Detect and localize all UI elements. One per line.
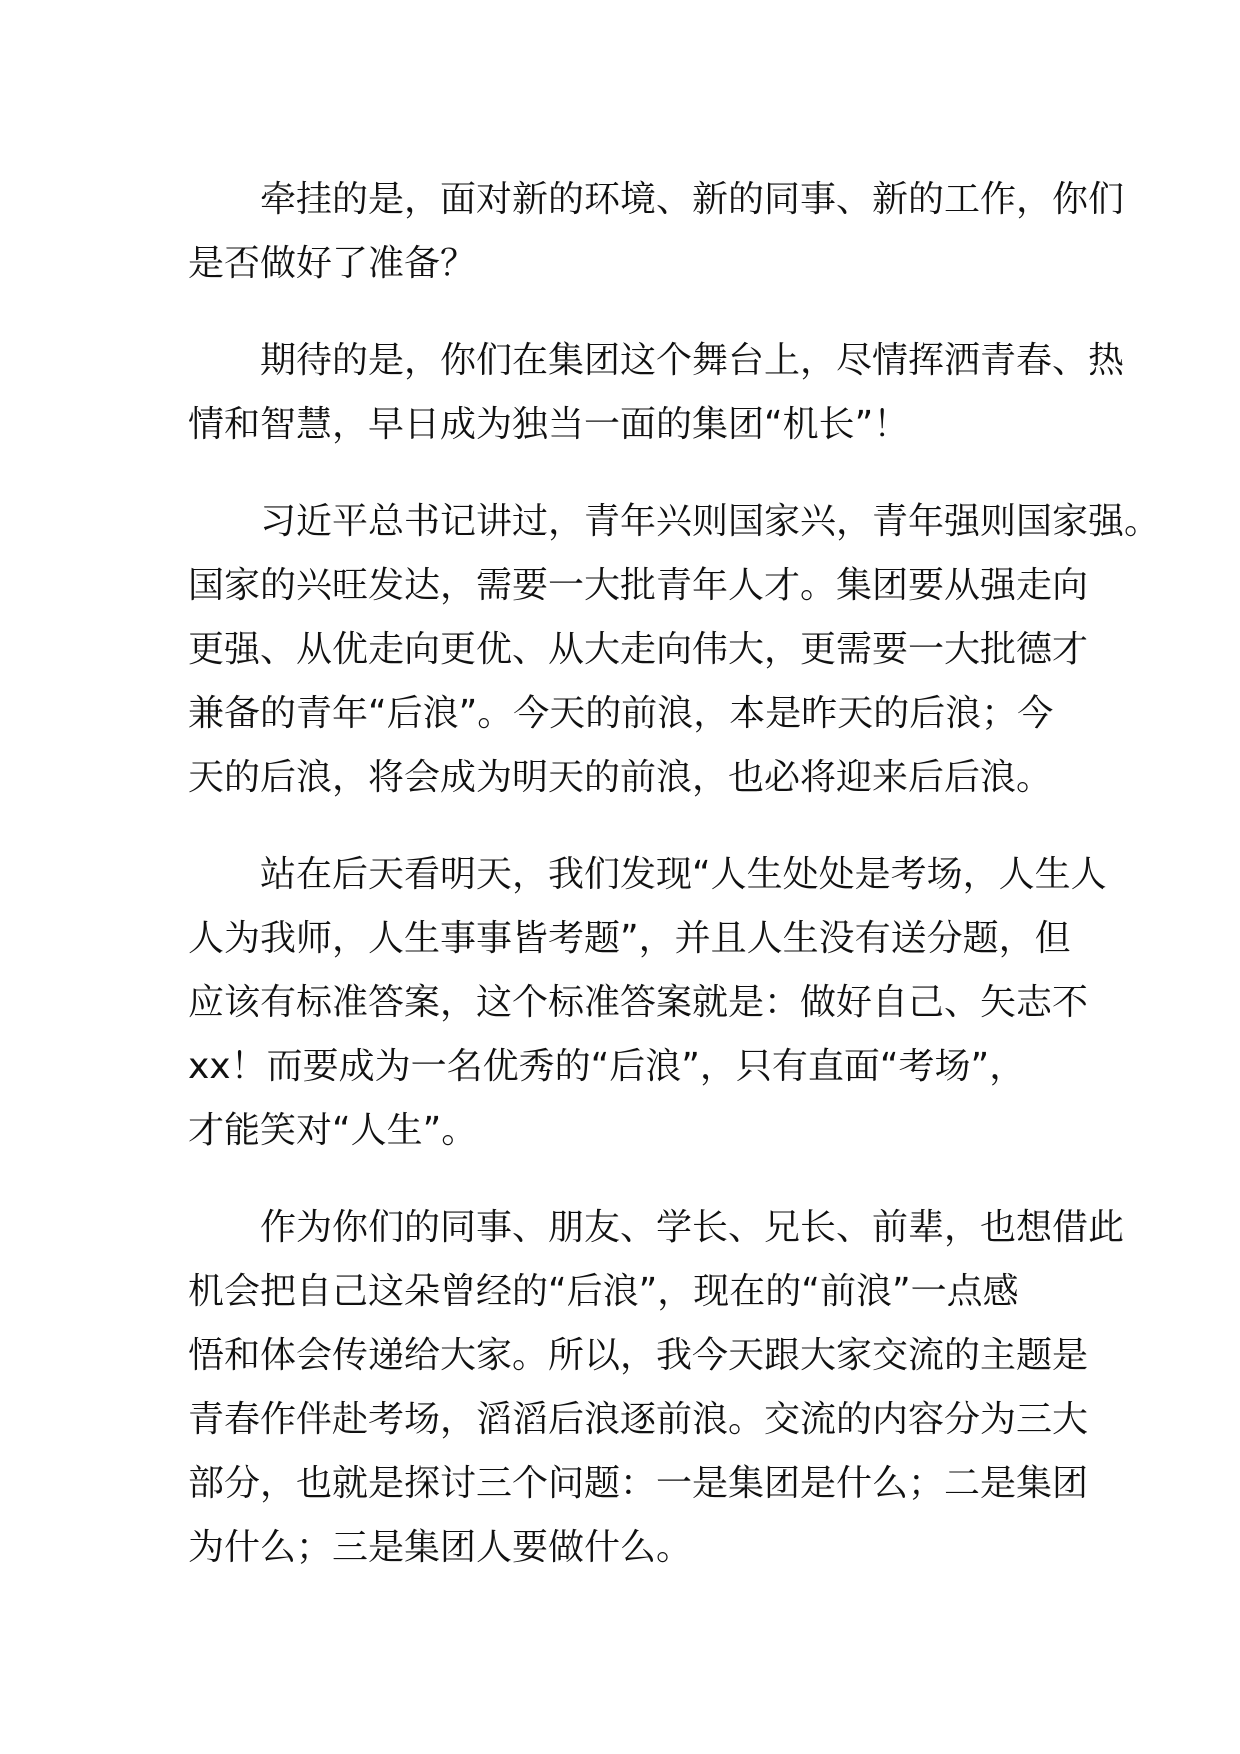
paragraph-line: 才能笑对“人生”。 (188, 1110, 478, 1151)
document-body (188, 168, 1161, 1613)
paragraph-line: 国家的兴旺发达，需要一大批青年人才。集团要从强走向 (188, 565, 1089, 606)
paragraph-line: 天的后浪，将会成为明天的前浪，也必将迎来后后浪。 (188, 757, 1053, 798)
paragraph-line: 牵挂的是，面对新的环境、新的同事、新的工作，你们 (260, 179, 1125, 220)
paragraph-5 (188, 1196, 1125, 1580)
paragraph-line: 习近平总书记讲过，青年兴则国家兴，青年强则国家强。 (260, 501, 1161, 542)
paragraph-4 (188, 843, 1107, 1163)
paragraph-1 (188, 168, 1125, 296)
paragraph-line: 部分，也就是探讨三个问题：一是集团是什么；二是集团 (188, 1463, 1089, 1504)
paragraph-line: 作为你们的同事、朋友、学长、兄长、前辈，也想借此 (260, 1207, 1125, 1248)
paragraph-line: xx！而要成为一名优秀的“后浪”，只有直面“考场”， (188, 1046, 1026, 1087)
paragraph-line: 青春作伴赴考场，滔滔后浪逐前浪。交流的内容分为三大 (188, 1399, 1089, 1440)
paragraph-line: 人为我师，人生事事皆考题”，并且人生没有送分题，但 (188, 918, 1071, 959)
paragraph-line: 悟和体会传递给大家。所以，我今天跟大家交流的主题是 (188, 1335, 1089, 1376)
paragraph-line: 是否做好了准备？ (188, 243, 477, 284)
paragraph-2 (188, 329, 1125, 457)
paragraph-line: 兼备的青年“后浪”。今天的前浪，本是昨天的后浪；今 (188, 693, 1054, 734)
paragraph-line: 为什么；三是集团人要做什么。 (188, 1527, 693, 1568)
paragraph-3 (188, 490, 1161, 810)
paragraph-line: 更强、从优走向更优、从大走向伟大，更需要一大批德才 (188, 629, 1089, 670)
paragraph-line: 应该有标准答案，这个标准答案就是：做好自己、矢志不 (188, 982, 1089, 1023)
paragraph-line: 期待的是，你们在集团这个舞台上，尽情挥洒青春、热 (260, 340, 1125, 381)
paragraph-line: 机会把自己这朵曾经的“后浪”，现在的“前浪”一点感 (188, 1271, 1019, 1312)
paragraph-line: 站在后天看明天，我们发现“人生处处是考场，人生人 (260, 854, 1107, 895)
paragraph-line: 情和智慧，早日成为独当一面的集团“机长”！ (188, 404, 910, 445)
